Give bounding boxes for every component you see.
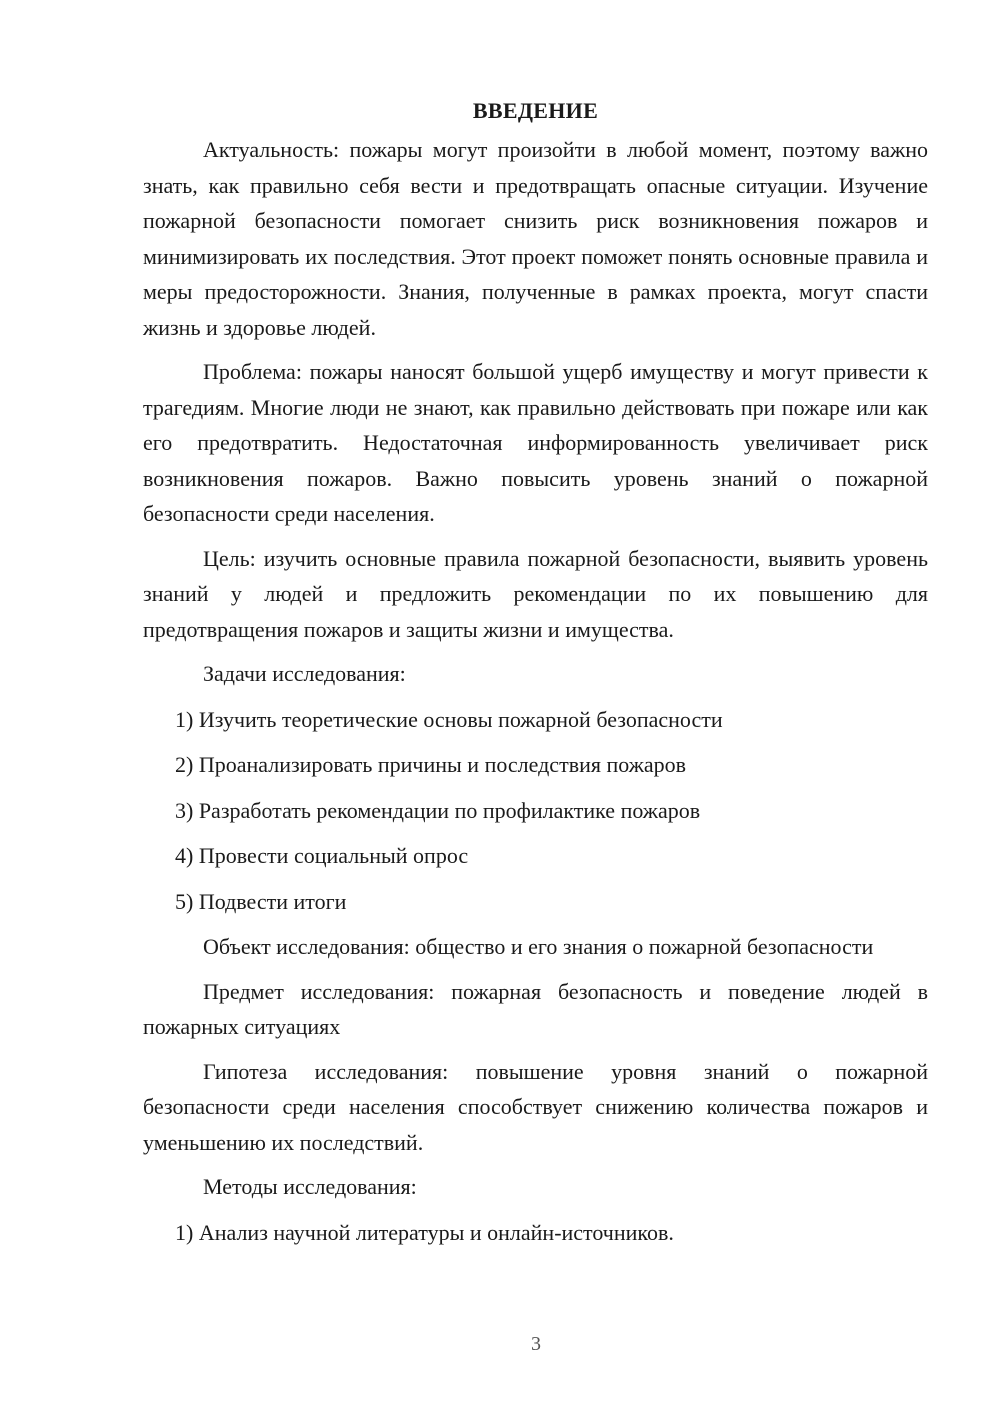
paragraph-hypothesis: Гипотеза исследования: повышение уровня знаний о пожарной безопасности среди населения способствует снижению количества пожаров и уменьшению их последствий. (143, 1058, 928, 1155)
list-item: 5) Подвести итоги (175, 888, 347, 914)
list-item: 3) Разработать рекомендации по профилактике пожаров (175, 797, 701, 823)
list-item: 1) Изучить теоретические основы пожарной безопасности (175, 706, 723, 732)
document-title: ВВЕДЕНИЕ (472, 98, 599, 123)
tasks-heading: Задачи исследования: (203, 661, 406, 686)
paragraph-goal: Цель: изучить основные правила пожарной безопасности, выявить уровень знаний у людей и предложить рекомендации по их повышению для предотвращения пожаров и защиты жизни и имущества. (143, 545, 928, 642)
paragraph-problem: Проблема: пожары наносят большой ущерб имуществу и могут привести к трагедиям. Многие люди не знают, как правильно действовать при пожаре или как его предотвратить. Недостаточная информированность увеличивает риск возникновения пожаров. Важно повысить уровень знаний о пожарной безопасности среди населения. (143, 359, 928, 526)
document-page (143, 96, 928, 1260)
list-item: 1) Анализ научной литературы и онлайн-источников. (175, 1219, 674, 1245)
tasks-list (143, 702, 928, 920)
page-number: 3 (531, 1333, 541, 1355)
list-item: 2) Проанализировать причины и последствия пожаров (175, 752, 687, 777)
paragraph-subject: Предмет исследования: пожарная безопасность и поведение людей в пожарных ситуациях (143, 978, 928, 1039)
paragraph-relevance: Актуальность: пожары могут произойти в любой момент, поэтому важно знать, как правильно себя вести и предотвращать опасные ситуации. Изучение пожарной безопасности помогает снизить риск возникновения пожаров и минимизировать их последствия. Этот проект поможет понять основные правила и меры предосторожности. Знания, полученные в рамках проекта, могут спасти жизнь и здоровье людей. (143, 137, 928, 340)
paragraph-object: Объект исследования: общество и его знания о пожарной безопасности (203, 934, 874, 959)
list-item: 4) Провести социальный опрос (175, 843, 469, 868)
methods-list (143, 1215, 928, 1251)
methods-heading: Методы исследования: (203, 1174, 417, 1199)
